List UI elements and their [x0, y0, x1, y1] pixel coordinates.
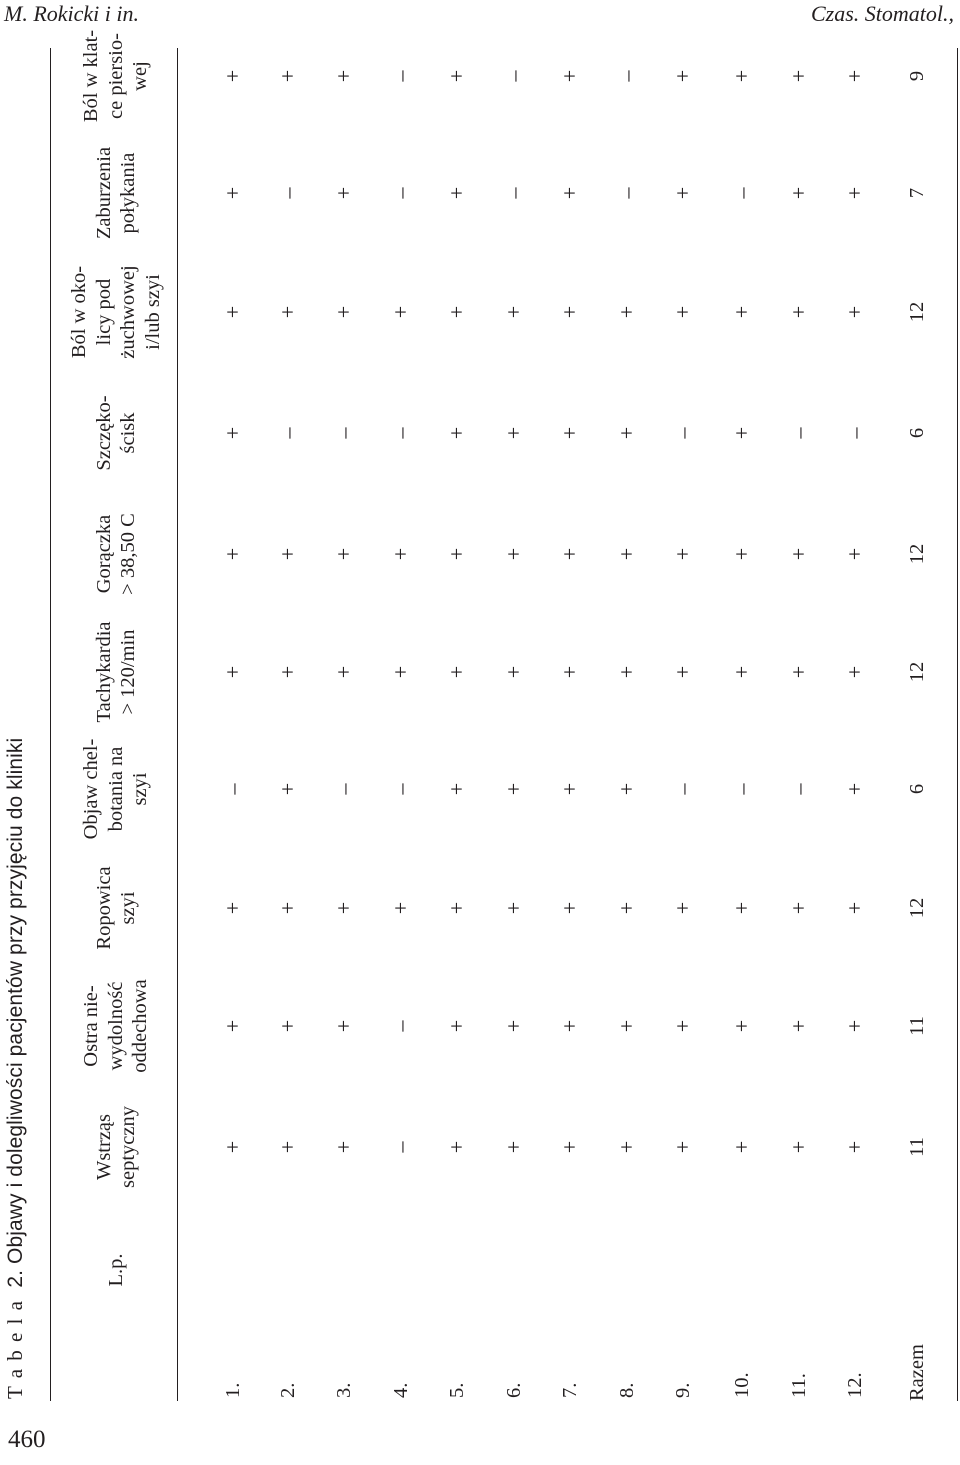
table-cell: +	[388, 901, 413, 915]
column-header: Ból w klat- ce piersio- wej	[80, 29, 152, 123]
table-cell: +	[331, 69, 356, 83]
table-cell: +	[557, 665, 582, 679]
row-number: 8.	[616, 1382, 638, 1398]
table-cell: +	[729, 547, 754, 561]
table-cell: +	[557, 69, 582, 83]
table-cell: –	[501, 70, 526, 82]
table-cell: +	[842, 547, 867, 561]
table-cell: –	[388, 427, 413, 439]
table-cell: –	[614, 187, 639, 199]
table-cell: +	[220, 1019, 245, 1033]
table-cell: +	[842, 1140, 867, 1154]
table-cell: +	[275, 69, 300, 83]
total-cell: 6	[906, 427, 928, 439]
table-cell: +	[842, 901, 867, 915]
table-cell: –	[670, 427, 695, 439]
table-cell: +	[501, 782, 526, 796]
table-cell: +	[501, 305, 526, 319]
table-cell: +	[557, 426, 582, 440]
table-cell: +	[614, 901, 639, 915]
table-cell: +	[388, 665, 413, 679]
table-cell: +	[786, 186, 811, 200]
column-header: Zaburzenia połykania	[92, 146, 139, 240]
table-cell: +	[670, 305, 695, 319]
row-number: 5.	[446, 1382, 468, 1398]
table-cell: +	[614, 665, 639, 679]
running-header-journal: Czas. Stomatol.,	[810, 1, 954, 26]
table-cell: +	[670, 1140, 695, 1154]
table-cell: +	[331, 665, 356, 679]
table-cell: +	[331, 901, 356, 915]
table-cell: +	[444, 69, 469, 83]
table-cell: +	[670, 901, 695, 915]
table-cell: –	[388, 70, 413, 82]
table-cell: +	[331, 305, 356, 319]
column-header: L.p.	[104, 1253, 127, 1287]
table-cell: +	[557, 782, 582, 796]
table-cell: +	[786, 665, 811, 679]
table-cell: +	[557, 186, 582, 200]
table-cell: +	[729, 1019, 754, 1033]
table-cell: +	[501, 1019, 526, 1033]
table-cell: +	[729, 665, 754, 679]
table-cell: +	[842, 69, 867, 83]
table-cell: +	[275, 665, 300, 679]
table-cell: +	[444, 186, 469, 200]
table-cell: +	[670, 1019, 695, 1033]
table-cell: –	[842, 427, 867, 439]
row-number: 7.	[559, 1382, 581, 1398]
table-cell: –	[331, 427, 356, 439]
total-cell: 12	[906, 897, 928, 919]
row-number: 12.	[844, 1372, 866, 1398]
table-cell: +	[729, 69, 754, 83]
table-cell: +	[275, 305, 300, 319]
table-cell: +	[444, 782, 469, 796]
table-cell: +	[557, 305, 582, 319]
table-cell: +	[501, 426, 526, 440]
column-header: Ból w oko- licy pod żuchwowej i/lub szyi	[68, 265, 164, 359]
table-cell: +	[220, 186, 245, 200]
table-cell: +	[786, 1019, 811, 1033]
table-cell: +	[444, 1019, 469, 1033]
table-cell: +	[842, 665, 867, 679]
table-cell: +	[275, 901, 300, 915]
total-cell: 12	[906, 661, 928, 683]
column-header: Wstrząs septyczny	[92, 1106, 139, 1188]
total-cell: 6	[906, 783, 928, 795]
table-cell: +	[501, 1140, 526, 1154]
table-cell: –	[670, 783, 695, 795]
table-cell: +	[220, 426, 245, 440]
table-cell: +	[501, 665, 526, 679]
table-cell: +	[842, 782, 867, 796]
table-top-rule	[50, 48, 51, 1401]
table-cell: –	[275, 427, 300, 439]
row-number: 11.	[788, 1373, 810, 1398]
table-cell: +	[786, 547, 811, 561]
table-cell: –	[388, 187, 413, 199]
table-cell: +	[729, 1140, 754, 1154]
table-caption	[3, 738, 28, 1399]
table-cell: +	[275, 782, 300, 796]
total-cell: 12	[906, 543, 928, 565]
row-number: 1.	[222, 1382, 244, 1398]
table-cell: +	[275, 1140, 300, 1154]
table-cell: +	[842, 305, 867, 319]
table-cell: +	[670, 186, 695, 200]
table-cell: –	[729, 783, 754, 795]
table-caption-label: T a b e l a	[3, 1299, 27, 1399]
table-cell: +	[842, 1019, 867, 1033]
table-cell: +	[729, 305, 754, 319]
row-number: 3.	[333, 1382, 355, 1398]
table-cell: –	[388, 783, 413, 795]
table-cell: –	[786, 427, 811, 439]
table-cell: +	[501, 547, 526, 561]
table-cell: +	[842, 186, 867, 200]
page-number: 460	[8, 1426, 46, 1453]
table-cell: +	[444, 1140, 469, 1154]
table-cell: +	[729, 426, 754, 440]
table-cell: +	[388, 547, 413, 561]
table-cell: +	[786, 305, 811, 319]
table-cell: +	[220, 69, 245, 83]
table-cell: +	[786, 69, 811, 83]
table-caption-text: . Objawy i dolegliwości pacjentów przy przyjęciu do kliniki	[4, 737, 27, 1276]
table-cell: +	[614, 547, 639, 561]
row-number: 2.	[277, 1382, 299, 1398]
column-header: Gorączka > 38,50 C	[92, 513, 139, 595]
row-number: 9.	[672, 1382, 694, 1398]
table-cell: +	[614, 782, 639, 796]
table-cell: +	[614, 305, 639, 319]
table-cell: –	[331, 783, 356, 795]
table-cell: +	[786, 1140, 811, 1154]
table-cell: +	[220, 1140, 245, 1154]
column-header: Objaw chel- botania na szyi	[80, 738, 152, 840]
table-cell: +	[331, 1019, 356, 1033]
rotated-table	[0, 29, 957, 1401]
table-cell: +	[557, 1019, 582, 1033]
table-cell: +	[501, 901, 526, 915]
table-cell: +	[444, 547, 469, 561]
table-cell: +	[331, 1140, 356, 1154]
table-cell: +	[220, 547, 245, 561]
table-cell: –	[614, 70, 639, 82]
column-header: Szczęko- ścisk	[92, 395, 139, 471]
totals-row-label: Razem	[906, 1344, 928, 1401]
table-cell: +	[729, 901, 754, 915]
column-header: Ropowica szyi	[92, 866, 139, 950]
table-cell: +	[220, 665, 245, 679]
table-cell: +	[444, 305, 469, 319]
running-header-authors: M. Rokicki i in.	[4, 1, 140, 26]
table-cell: –	[729, 187, 754, 199]
column-header: Tachykardia > 120/min	[92, 621, 139, 723]
table-cell: –	[388, 1141, 413, 1153]
table-cell: –	[388, 1020, 413, 1032]
table-cell: +	[444, 901, 469, 915]
table-cell: +	[670, 69, 695, 83]
table-header-rule	[177, 48, 178, 1401]
table-cell: +	[444, 665, 469, 679]
table-cell: +	[388, 305, 413, 319]
total-cell: 12	[906, 301, 928, 323]
table-cell: +	[444, 426, 469, 440]
table-cell: +	[614, 1019, 639, 1033]
table-cell: +	[670, 665, 695, 679]
table-cell: –	[786, 783, 811, 795]
table-cell: +	[557, 901, 582, 915]
total-cell: 11	[906, 1016, 928, 1036]
table-cell: +	[670, 547, 695, 561]
table-cell: +	[786, 901, 811, 915]
table-cell: +	[557, 1140, 582, 1154]
table-cell: –	[275, 187, 300, 199]
row-number: 10.	[731, 1372, 753, 1398]
table-cell: +	[331, 547, 356, 561]
total-cell: 11	[906, 1137, 928, 1157]
total-cell: 9	[906, 70, 928, 82]
table-cell: +	[220, 305, 245, 319]
column-header: Ostra nie- wydolność oddechowa	[80, 979, 152, 1073]
table-caption-number: 2	[4, 1275, 27, 1288]
row-number: 6.	[503, 1382, 525, 1398]
table-cell: +	[275, 547, 300, 561]
table-cell: +	[614, 1140, 639, 1154]
table-cell: +	[331, 186, 356, 200]
table-cell: +	[220, 901, 245, 915]
table-cell: +	[557, 547, 582, 561]
row-number: 4.	[390, 1382, 412, 1398]
table-cell: –	[220, 783, 245, 795]
table-cell: +	[275, 1019, 300, 1033]
table-bottom-rule	[957, 48, 958, 1401]
table-cell: –	[501, 187, 526, 199]
total-cell: 7	[906, 187, 928, 199]
table-cell: +	[614, 426, 639, 440]
